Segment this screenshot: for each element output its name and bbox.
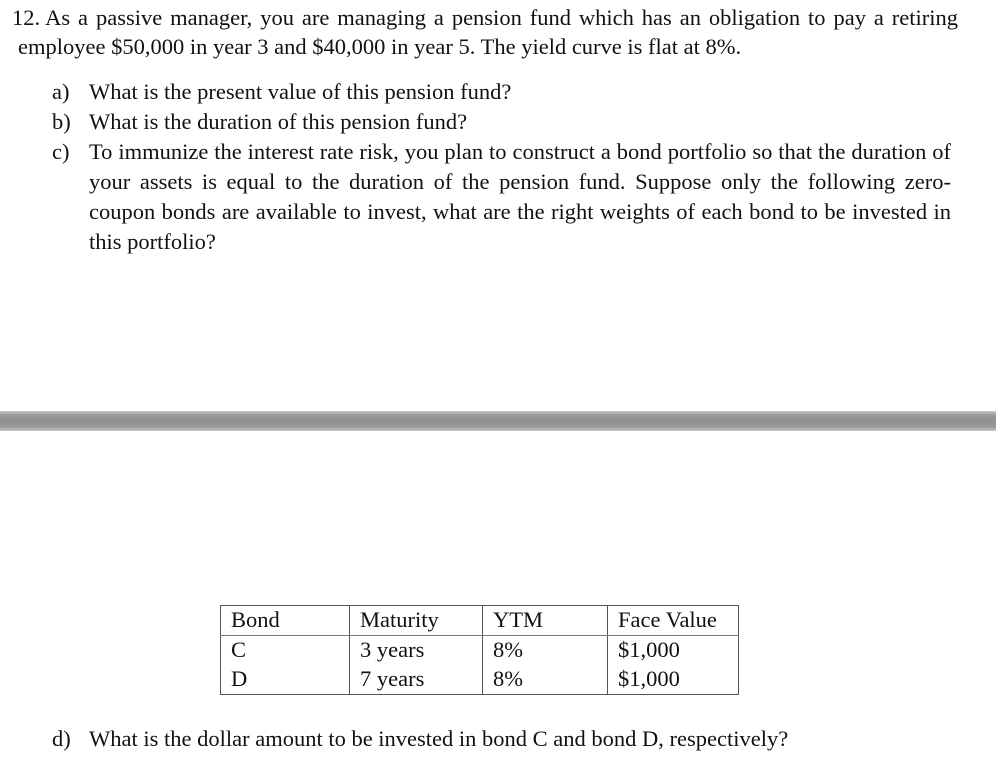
part-b xyxy=(52,107,952,137)
part-a xyxy=(52,77,952,107)
cell-face-value: $1,000 xyxy=(608,665,739,695)
part-d-text: What is the dollar amount to be invested in bond C and bond D, respectively? xyxy=(89,726,789,751)
part-b-label: b) xyxy=(52,109,71,134)
cell-maturity: 3 years xyxy=(350,636,483,666)
cell-bond: D xyxy=(221,665,350,695)
cell-ytm: 8% xyxy=(483,665,608,695)
question-intro-text: As a passive manager, you are managing a pension fund which has an obligation to pay a retiring employee $50,000 in year 3 and $40,000 in year 5. The yield curve is flat at 8%. xyxy=(18,5,958,59)
header-maturity: Maturity xyxy=(350,606,483,636)
part-b-text: What is the duration of this pension fund? xyxy=(89,109,468,134)
cell-maturity: 7 years xyxy=(350,665,483,695)
question-intro xyxy=(12,3,958,61)
header-bond: Bond xyxy=(221,606,350,636)
table-row xyxy=(221,636,739,666)
part-c-label: c) xyxy=(52,139,70,164)
bond-table xyxy=(220,605,739,695)
part-d xyxy=(52,724,952,754)
header-face-value: Face Value xyxy=(608,606,739,636)
cell-ytm: 8% xyxy=(483,636,608,666)
part-a-label: a) xyxy=(52,79,70,104)
cell-bond: C xyxy=(221,636,350,666)
part-c xyxy=(52,137,952,262)
part-d-label: d) xyxy=(52,726,71,751)
table-row xyxy=(221,665,739,695)
table-header-row xyxy=(221,606,739,636)
header-ytm: YTM xyxy=(483,606,608,636)
question-number: 12. xyxy=(12,5,41,30)
page-divider xyxy=(0,411,996,431)
part-c-text: To immunize the interest rate risk, you plan to construct a bond portfolio so that the duration of your assets is equal to the duration of the pension fund. Suppose only the following zero-coupon bonds are available to invest, what are the right weights of each bond to be invested in this portfolio? xyxy=(89,139,951,254)
part-a-text: What is the present value of this pension fund? xyxy=(89,79,512,104)
cell-face-value: $1,000 xyxy=(608,636,739,666)
